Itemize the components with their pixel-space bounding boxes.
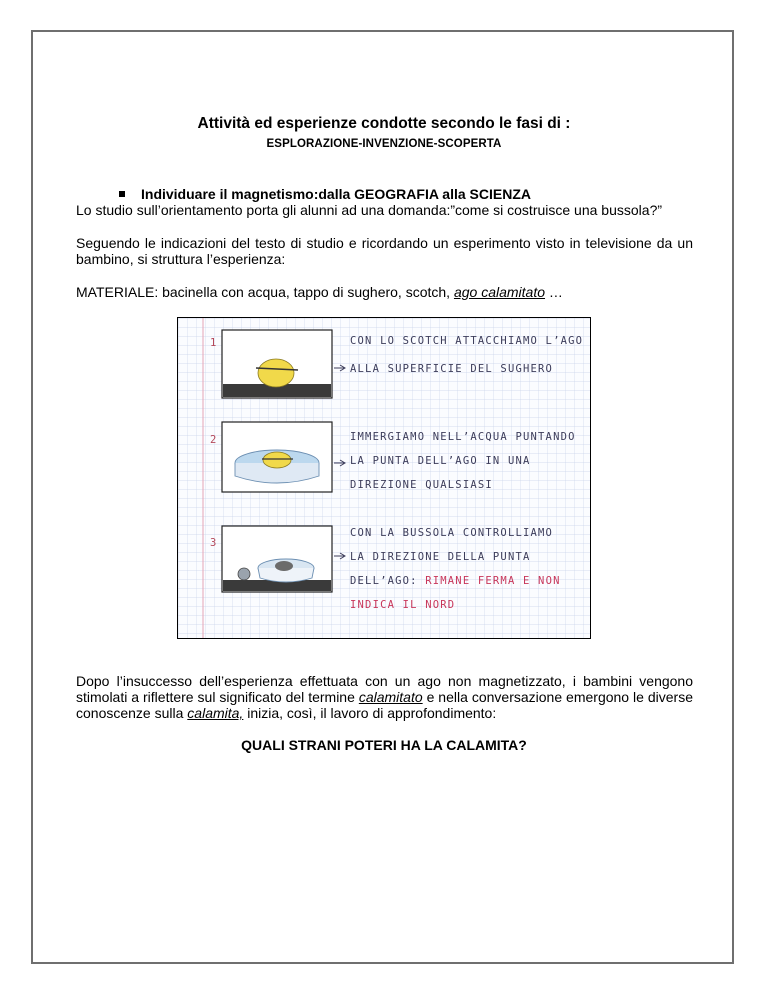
term-calamitato: calamitato [358,689,423,705]
step-number-1: 1 [210,337,218,349]
paragraph-conclusion [76,673,693,721]
step2-line1: IMMERGIAMO NELL’ACQUA PUNTANDO [350,431,576,443]
step2-line2: LA PUNTA DELL’AGO IN UNA [350,455,531,467]
step3-line3-black: DELL’AGO: [350,575,426,587]
step3-line3 [350,575,561,587]
bullet-heading-text: Individuare il magnetismo:dalla GEOGRAFIA alla SCIENZA [141,186,531,202]
materials-prefix: MATERIALE: bacinella con acqua, tappo di sughero, scotch, [76,284,454,300]
cork-icon [258,359,294,387]
closing-question: QUALI STRANI POTERI HA LA CALAMITA? [241,737,527,753]
step3-line3-red: RIMANE FERMA E NON [425,575,561,587]
step3-line4: INDICA IL NORD [350,599,456,611]
conclusion-part1: Dopo l’insuccesso dell’esperienza effettuata con un ago non magnetizzato, i bambini vengono stimolati a riflettere sul significato del termine [76,673,693,705]
term-calamita: calamita, [187,705,244,721]
experiment-drawing-svg [178,318,591,639]
page-subtitle: ESPLORAZIONE-INVENZIONE-SCOPERTA [266,138,502,150]
bullet-heading [119,186,531,202]
paragraph-intro: Lo studio sull’orientamento porta gli alunni ad una domanda:”come si costruisce una bussola?” [76,202,663,218]
materials-underlined: ago calamitato [453,284,546,300]
experiment-drawing [177,317,591,639]
conclusion-part2: e nella conversazione emergono le diverse conoscenze sulla [76,689,694,721]
cork-icon [275,561,293,571]
step3-line2: LA DIREZIONE DELLA PUNTA [350,551,531,563]
materials-line [76,284,693,300]
materials-suffix: … [545,284,563,300]
page-title: Attività ed esperienze condotte secondo le fasi di : [197,115,571,132]
step1-line1: CON LO SCOTCH ATTACCHIAMO L’AGO [350,335,584,347]
step-number-3: 3 [210,537,218,549]
step2-line3: DIREZIONE QUALSIASI [350,479,493,491]
compass-icon [238,568,250,580]
step-number-2: 2 [210,434,218,446]
floating-cork-icon [263,452,291,468]
step1-line2: ALLA SUPERFICIE DEL SUGHERO [350,363,554,375]
square-bullet-icon [119,191,125,197]
conclusion-part3: inizia, così, il lavoro di approfondimento: [243,705,497,721]
paragraph-method: Seguendo le indicazioni del testo di studio e ricordando un esperimento visto in televisione da un bambino, si struttura l’esperienza: [76,235,693,267]
step3-line1: CON LA BUSSOLA CONTROLLIAMO [350,527,554,539]
